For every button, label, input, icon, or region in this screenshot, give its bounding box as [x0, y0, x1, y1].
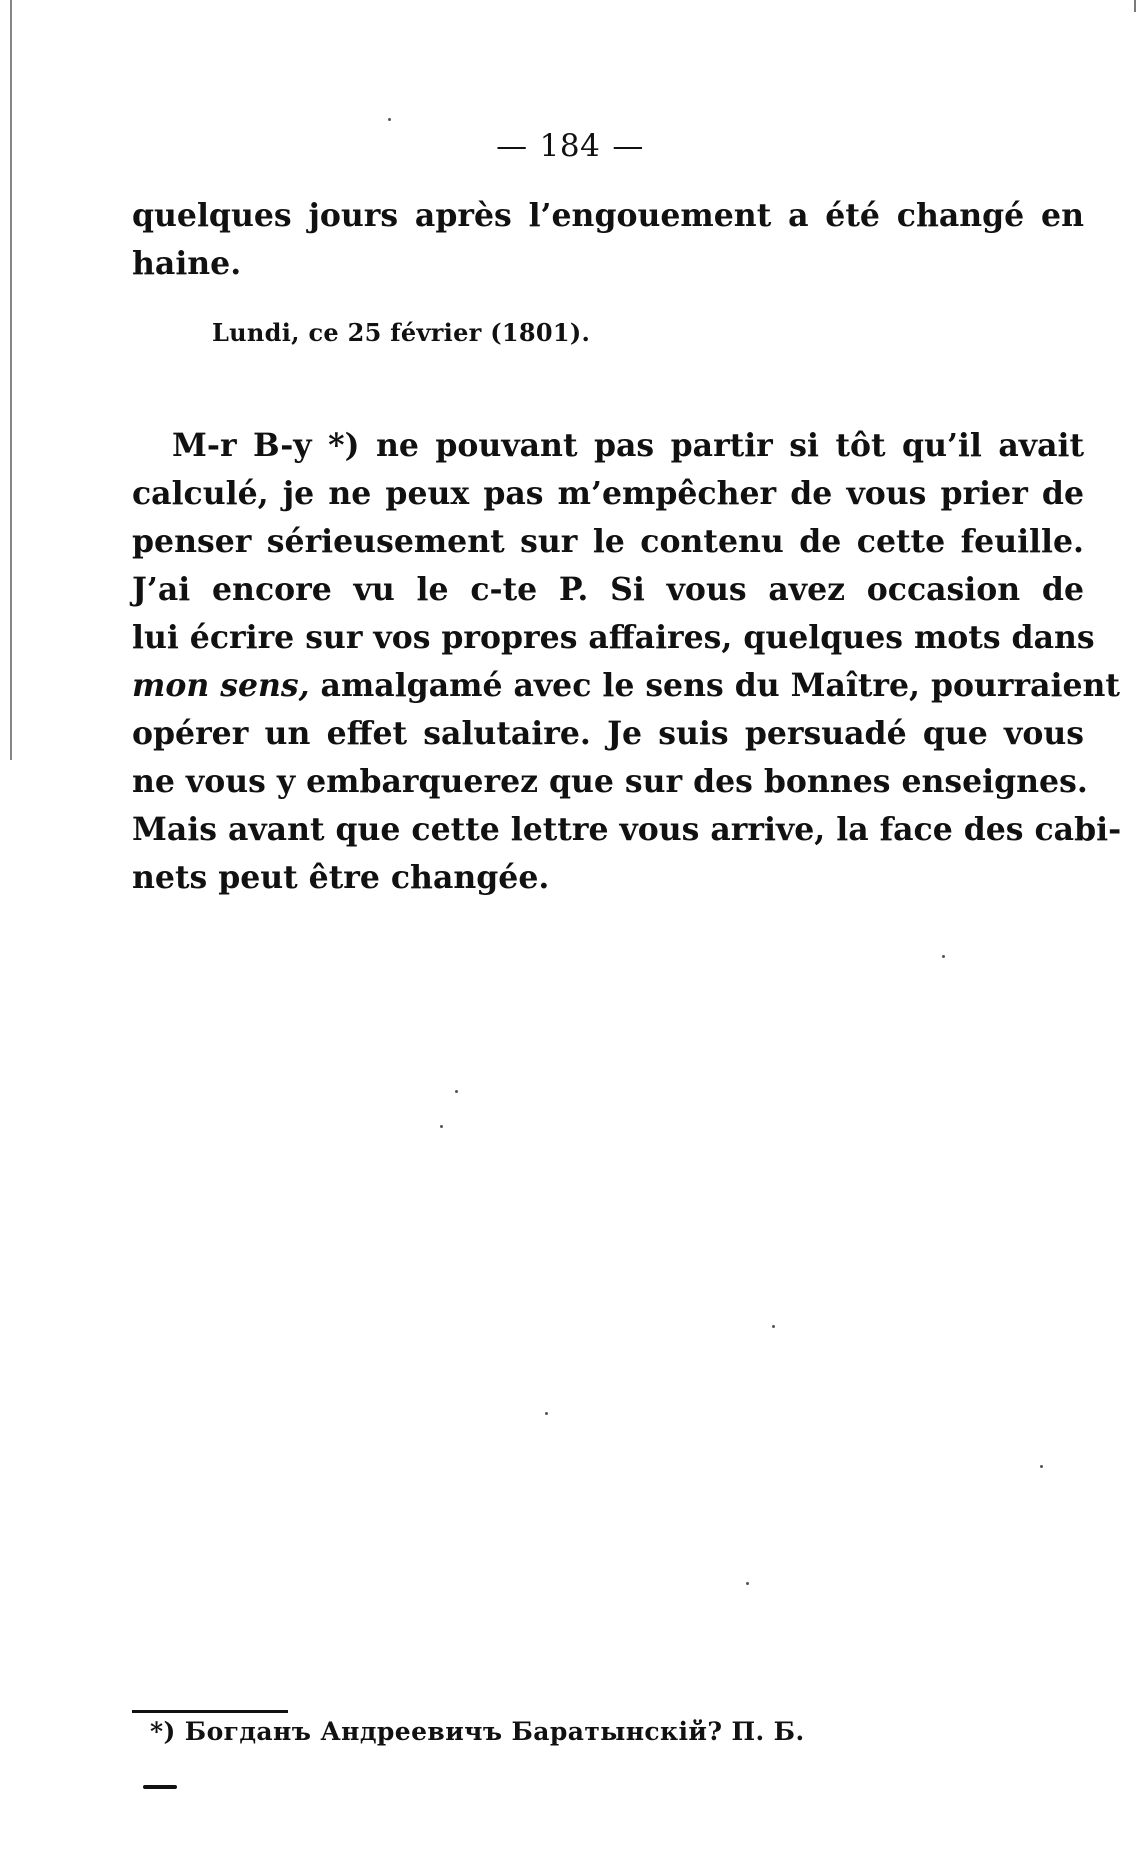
scan-speck [1040, 1465, 1043, 1468]
scan-speck [388, 118, 391, 121]
scan-speck [440, 1125, 443, 1128]
page-number-dash-left: — [496, 128, 528, 164]
continued-text [132, 192, 1084, 288]
text-line: opérer un effet salutaire. Je suis persuadé que vous [132, 715, 1084, 752]
scan-binding-edge [10, 0, 12, 760]
scan-speck [772, 1325, 775, 1328]
text-line: lui écrire sur vos propres affaires, quelques mots dans [132, 619, 1095, 656]
text-line: J’ai encore vu le c-te P. Si vous avez occasion de [132, 571, 1084, 608]
text-line: nets peut être changée. [132, 859, 550, 896]
text-line: haine. [132, 245, 242, 282]
page-number-dash-right: — [612, 128, 644, 164]
footnote: *) Богданъ Андреевичъ Баратынскій? П. Б. [150, 1717, 805, 1746]
scan-speck [942, 955, 945, 958]
text-line: Mais avant que cette lettre vous arrive, la face des cabi- [132, 811, 1122, 848]
text-line: M-r B-y *) ne pouvant pas partir si tôt qu’il avait [172, 427, 1084, 464]
scan-right-edge [1134, 0, 1136, 12]
text-line-rest: amalgamé avec le sens du Maître, pourraient [309, 667, 1120, 704]
page-number [0, 128, 1140, 164]
text-line: penser sérieusement sur le contenu de cette feuille. [132, 523, 1084, 560]
scan-bottom-mark [143, 1785, 177, 1789]
text-line [132, 662, 1120, 710]
letter-paragraph [132, 422, 1122, 902]
text-line: ne vous y embarquerez que sur des bonnes enseignes. [132, 763, 1088, 800]
text-line: quelques jours après l’engouement a été changé en [132, 197, 1084, 234]
text-line: calculé, je ne peux pas m’empêcher de vous prier de [132, 475, 1084, 512]
italic-phrase: mon sens, [132, 667, 310, 704]
scan-speck [746, 1582, 749, 1585]
letter-dateline: Lundi, ce 25 février (1801). [212, 318, 591, 347]
scan-speck [455, 1090, 458, 1093]
scan-speck [545, 1412, 548, 1415]
page-number-value: 184 [539, 128, 601, 164]
